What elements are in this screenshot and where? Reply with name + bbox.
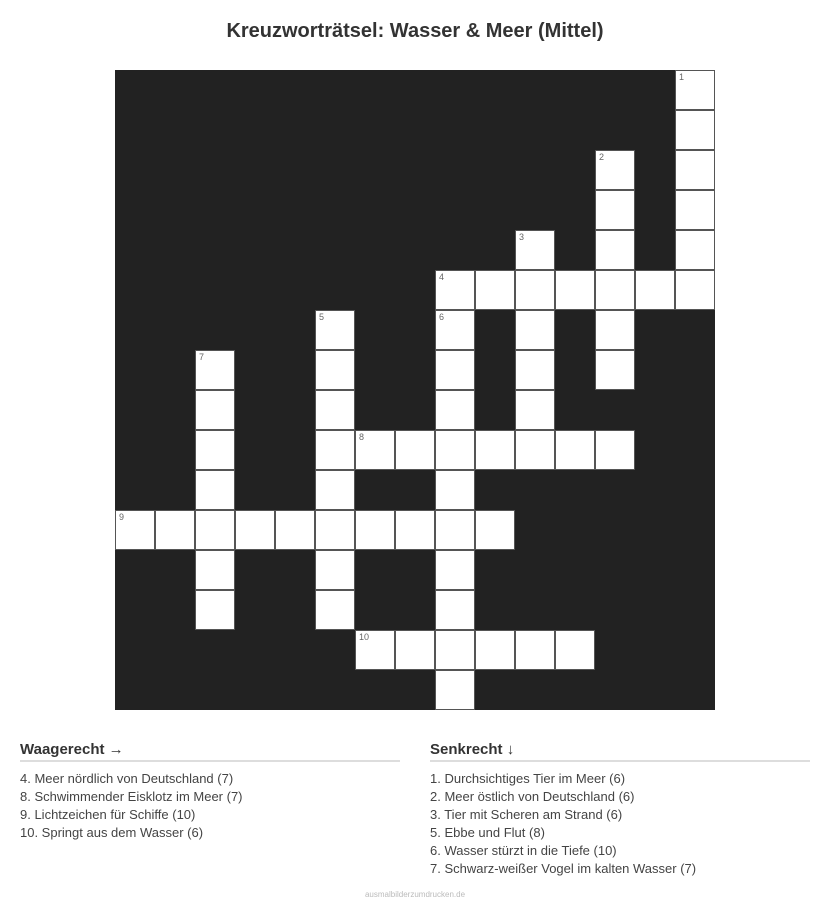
grid-cell[interactable]: [675, 70, 715, 110]
clue-item: 9. Lichtzeichen für Schiffe (10): [20, 807, 196, 822]
down-clues-section: [430, 741, 810, 878]
grid-cell[interactable]: [595, 430, 635, 470]
grid-cell[interactable]: [675, 270, 715, 310]
grid-cell[interactable]: [435, 310, 475, 350]
across-clues-section: [20, 741, 400, 842]
grid-cell[interactable]: [395, 510, 435, 550]
grid-cell[interactable]: [355, 430, 395, 470]
grid-cell[interactable]: [675, 190, 715, 230]
across-clue-list: [20, 770, 400, 842]
clue-item: 5. Ebbe und Flut (8): [430, 825, 545, 840]
grid-cell[interactable]: [435, 670, 475, 710]
grid-cell[interactable]: [315, 550, 355, 590]
clue-number: 3: [519, 232, 525, 242]
grid-cell[interactable]: [475, 430, 515, 470]
grid-cell[interactable]: [315, 510, 355, 550]
grid-cell[interactable]: [595, 350, 635, 390]
grid-cell[interactable]: [435, 470, 475, 510]
grid-cell[interactable]: [515, 310, 555, 350]
grid-cell[interactable]: [595, 230, 635, 270]
grid-cell[interactable]: [435, 390, 475, 430]
footer-credit: ausmalbilderzumdrucken.de: [364, 890, 466, 899]
grid-cell[interactable]: [315, 390, 355, 430]
clue-item: 10. Springt aus dem Wasser (6): [20, 825, 204, 840]
grid-cell[interactable]: [275, 510, 315, 550]
across-heading: Waagerecht →: [20, 741, 400, 762]
grid-cell[interactable]: [195, 590, 235, 630]
grid-cell[interactable]: [595, 150, 635, 190]
grid-cell[interactable]: [515, 430, 555, 470]
clue-number: 7: [199, 352, 205, 362]
grid-cell[interactable]: [595, 270, 635, 310]
clue-number: 4: [439, 272, 445, 282]
grid-cell[interactable]: [515, 230, 555, 270]
grid-cell[interactable]: [435, 550, 475, 590]
grid-cell[interactable]: [515, 270, 555, 310]
grid-cell[interactable]: [675, 110, 715, 150]
grid-cell[interactable]: [155, 510, 195, 550]
grid-cell[interactable]: [195, 390, 235, 430]
grid-cell[interactable]: [555, 270, 595, 310]
grid-cell[interactable]: [595, 310, 635, 350]
grid-cell[interactable]: [315, 310, 355, 350]
down-clue-list: [430, 770, 810, 878]
grid-cell[interactable]: [315, 470, 355, 510]
clue-number: 5: [319, 312, 325, 322]
grid-cell[interactable]: [315, 590, 355, 630]
grid-cell[interactable]: [395, 430, 435, 470]
grid-cell[interactable]: [195, 350, 235, 390]
grid-cell[interactable]: [595, 190, 635, 230]
clue-number: 1: [679, 72, 685, 82]
grid-cell[interactable]: [635, 270, 675, 310]
grid-cell[interactable]: [435, 270, 475, 310]
grid-cell[interactable]: [515, 630, 555, 670]
clue-item: 2. Meer östlich von Deutschland (6): [430, 789, 635, 804]
grid-cell[interactable]: [395, 630, 435, 670]
grid-cell[interactable]: [475, 630, 515, 670]
crossword-grid: [115, 70, 715, 710]
grid-cell[interactable]: [475, 270, 515, 310]
clue-number: 6: [439, 312, 445, 322]
grid-cell[interactable]: [355, 510, 395, 550]
grid-cell[interactable]: [435, 630, 475, 670]
grid-cell[interactable]: [195, 510, 235, 550]
grid-cell[interactable]: [435, 430, 475, 470]
clue-number: 2: [599, 152, 605, 162]
grid-cell[interactable]: [195, 430, 235, 470]
grid-cell[interactable]: [475, 510, 515, 550]
clue-item: 6. Wasser stürzt in die Tiefe (10): [430, 843, 617, 858]
clue-item: 7. Schwarz-weißer Vogel im kalten Wasser (7): [430, 861, 697, 876]
grid-cell[interactable]: [515, 350, 555, 390]
grid-cell[interactable]: [195, 550, 235, 590]
grid-cell[interactable]: [115, 510, 155, 550]
grid-cell[interactable]: [435, 590, 475, 630]
clue-item: 1. Durchsichtiges Tier im Meer (6): [430, 771, 626, 786]
grid-cell[interactable]: [195, 470, 235, 510]
clue-number: 10: [359, 632, 370, 642]
grid-cell[interactable]: [675, 150, 715, 190]
grid-cell[interactable]: [355, 630, 395, 670]
clue-item: 4. Meer nördlich von Deutschland (7): [20, 771, 234, 786]
grid-cell[interactable]: [555, 430, 595, 470]
grid-cell[interactable]: [435, 510, 475, 550]
grid-cell[interactable]: [555, 630, 595, 670]
grid-cell[interactable]: [435, 350, 475, 390]
clue-number: 8: [359, 432, 365, 442]
grid-cell[interactable]: [675, 230, 715, 270]
clue-item: 8. Schwimmender Eisklotz im Meer (7): [20, 789, 243, 804]
clue-number: 9: [119, 512, 125, 522]
grid-cell[interactable]: [235, 510, 275, 550]
grid-cell[interactable]: [315, 430, 355, 470]
grid-cell[interactable]: [515, 390, 555, 430]
page-title: Kreuzworträtsel: Wasser & Meer (Mittel): [226, 20, 604, 42]
grid-cell[interactable]: [315, 350, 355, 390]
down-heading: Senkrecht ↓: [430, 741, 810, 762]
clue-item: 3. Tier mit Scheren am Strand (6): [430, 807, 623, 822]
